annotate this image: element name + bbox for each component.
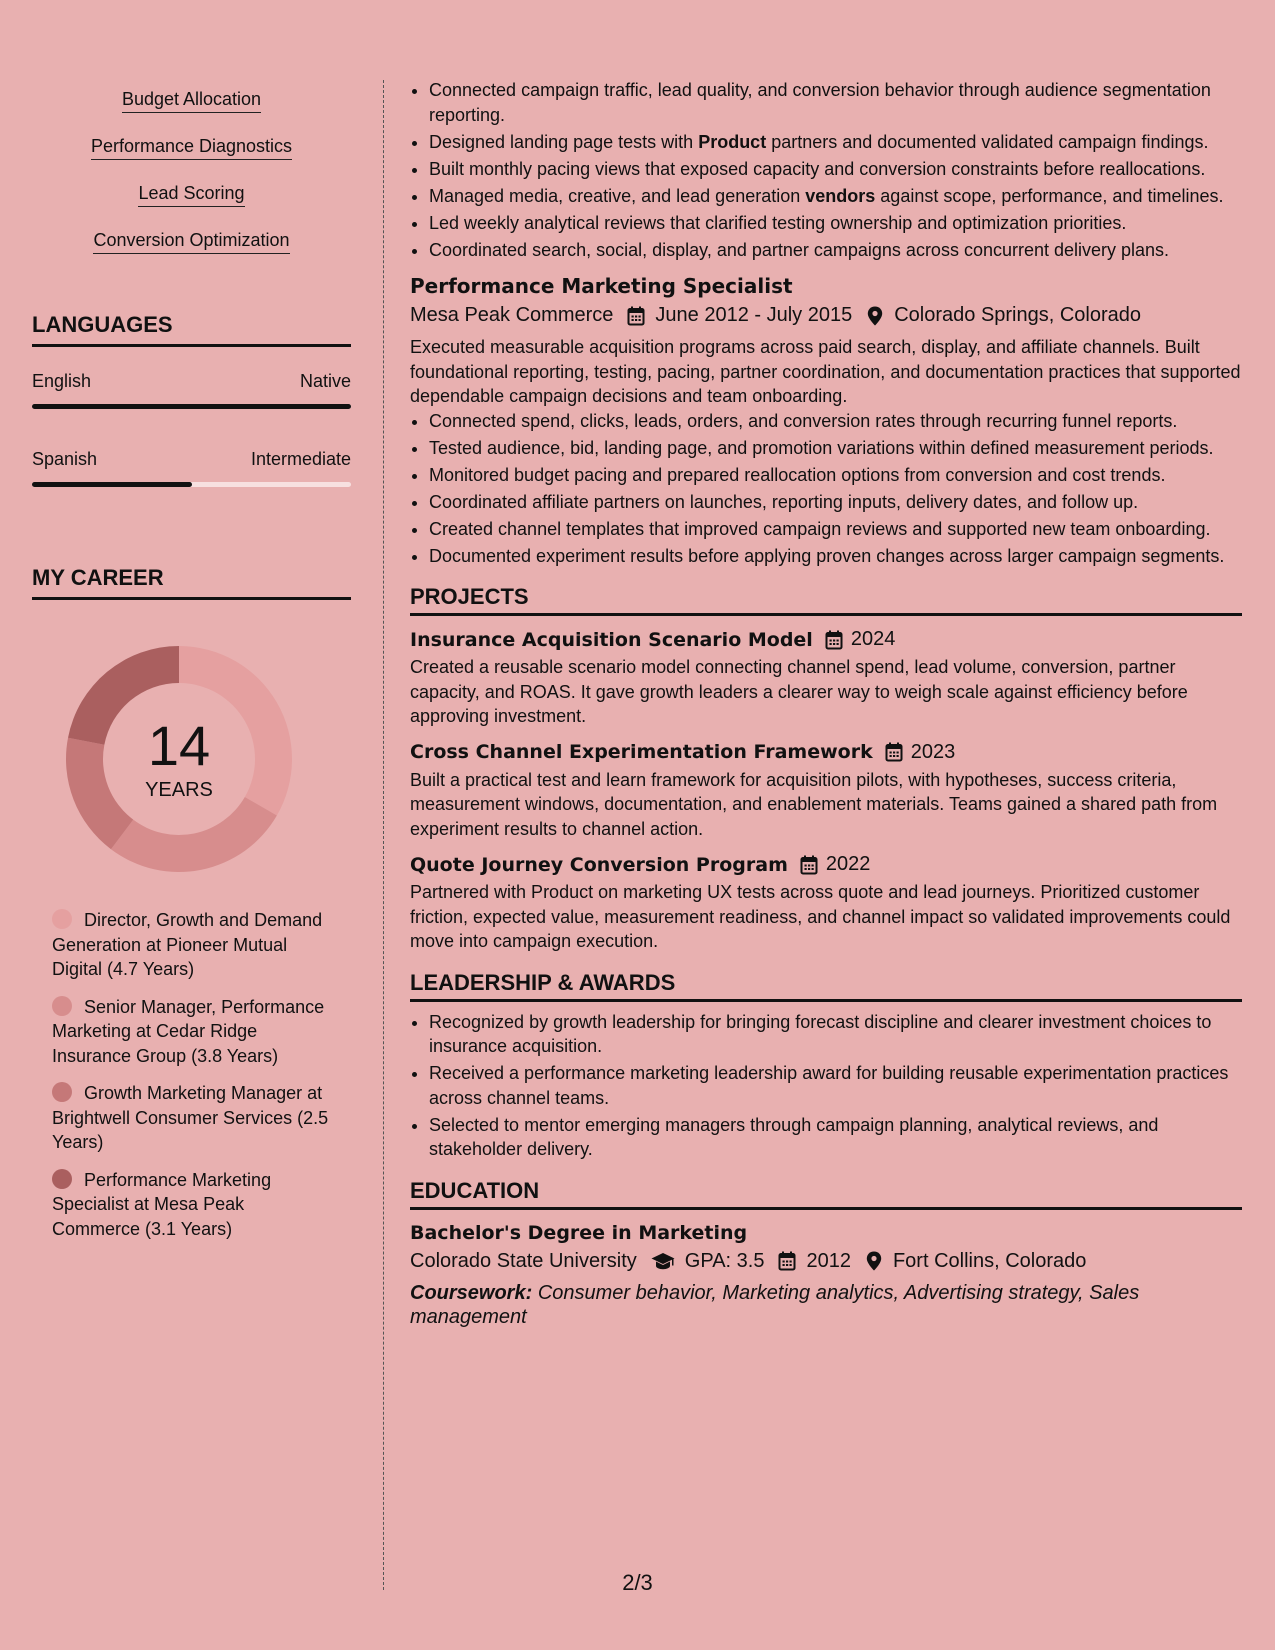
language-level: Intermediate <box>250 449 351 469</box>
leadership-bullet: • Selected to mentor emerging managers through campaign planning, analytical reviews, and stakeholder delivery. <box>429 1113 1242 1162</box>
skill-item: Conversion Optimization <box>93 228 289 254</box>
calendar-icon <box>885 742 903 762</box>
languages-section <box>32 312 351 487</box>
project-item <box>410 741 1242 842</box>
projects-heading: PROJECTS <box>410 584 1242 616</box>
career-section <box>32 565 351 1241</box>
job-dates: June 2012 - July 2015 <box>655 304 853 326</box>
language-bar-fill <box>32 482 192 487</box>
sidebar <box>32 82 351 1254</box>
language-level: Native <box>299 371 351 391</box>
job-summary: Executed measurable acquisition programs across paid search, display, and affiliate channels. Built foundational reporting, testing, pacing, partner coordination, and documentation practices that supported dependable campaign decisions and team onboarding. <box>410 337 1241 406</box>
career-legend-item <box>52 1168 332 1242</box>
leadership-heading: LEADERSHIP & AWARDS <box>410 970 1242 1002</box>
project-description: Built a practical test and learn framework for acquisition pilots, with hypotheses, success criteria, measurement windows, documentation, and enablement materials. Teams gained a shared path from experiment results to channel action. <box>410 769 1218 839</box>
coursework-text: Consumer behavior, Marketing analytics, Advertising strategy, Sales management <box>410 1281 1140 1328</box>
career-heading: MY CAREER <box>32 565 351 600</box>
education-degree: Bachelor's Degree in Marketing <box>410 1221 748 1244</box>
projects-section <box>410 584 1242 954</box>
skill-item: Budget Allocation <box>122 87 261 113</box>
leadership-section <box>410 970 1242 1162</box>
previous-job-bullet: • Led weekly analytical reviews that clarified testing ownership and optimization priorities. <box>429 211 1242 236</box>
leadership-bullet: • Recognized by growth leadership for bringing forecast discipline and clearer investment choices to insurance acquisition. <box>429 1010 1242 1059</box>
language-english <box>32 371 351 409</box>
languages-heading: LANGUAGES <box>32 312 351 347</box>
location-pin-icon <box>865 1251 883 1271</box>
job-bullet: • Documented experiment results before applying proven changes across larger campaign segments. <box>429 544 1242 569</box>
coursework-label: Coursework: <box>410 1281 533 1304</box>
job-bullet: • Coordinated affiliate partners on launches, reporting inputs, delivery dates, and follow up. <box>429 490 1242 515</box>
project-title: Quote Journey Conversion Program <box>410 853 788 876</box>
previous-job-bullet: • Designed landing page tests with Product partners and documented validated campaign findings. <box>429 130 1242 155</box>
education-year: 2012 <box>806 1249 851 1272</box>
education-coursework <box>410 1281 1242 1330</box>
job-location: Colorado Springs, Colorado <box>894 304 1142 326</box>
legend-label: Performance Marketing Specialist at Mesa Peak Commerce (3.1 Years) <box>52 1169 272 1239</box>
calendar-icon <box>800 855 818 875</box>
leadership-bullets <box>410 1010 1242 1162</box>
language-bar-fill <box>32 404 351 409</box>
job-bullets <box>410 409 1242 569</box>
page-number: 2/3 <box>622 1570 653 1595</box>
career-legend-item <box>52 908 332 982</box>
legend-label: Senior Manager, Performance Marketing at Cedar Ridge Insurance Group (3.8 Years) <box>52 996 325 1066</box>
previous-job-bullets <box>410 78 1242 262</box>
project-year: 2022 <box>825 853 871 875</box>
graduation-cap-icon <box>651 1251 675 1271</box>
project-title: Insurance Acquisition Scenario Model <box>410 628 813 651</box>
career-total-years: 14 <box>147 713 211 777</box>
previous-job-bullet: • Coordinated search, social, display, and partner campaigns across concurrent delivery plans. <box>429 238 1242 263</box>
career-legend <box>52 908 351 1241</box>
calendar-icon <box>627 306 645 326</box>
skill-item: Performance Diagnostics <box>91 134 292 160</box>
location-pin-icon <box>866 306 884 326</box>
skills-list <box>32 82 351 270</box>
legend-dot <box>52 996 72 1016</box>
previous-job-bullet: • Built monthly pacing views that exposed capacity and conversion constraints before reallocations. <box>429 157 1242 182</box>
legend-dot <box>52 909 72 929</box>
skill-item: Lead Scoring <box>138 181 244 207</box>
column-divider <box>383 80 384 1590</box>
project-item <box>410 628 1242 729</box>
career-years-label: YEARS <box>145 778 213 801</box>
job-title: Performance Marketing Specialist <box>410 274 793 298</box>
project-description: Created a reusable scenario model connecting channel spend, lead volume, conversion, partner capacity, and ROAS. It gave growth leaders a clearer way to weigh scale against efficiency before approving investment. <box>410 657 1188 726</box>
job-bullet: • Created channel templates that improved campaign reviews and supported new team onboarding. <box>429 517 1242 542</box>
legend-label: Director, Growth and Demand Generation at Pioneer Mutual Digital (4.7 Years) <box>52 910 323 979</box>
education-school: Colorado State University <box>410 1249 637 1272</box>
main-content <box>410 78 1242 1330</box>
education-section <box>410 1178 1242 1330</box>
calendar-icon <box>825 630 843 650</box>
previous-job-bullet: • Connected campaign traffic, lead quality, and conversion behavior through audience segmentation reporting. <box>429 78 1242 127</box>
education-location: Fort Collins, Colorado <box>892 1249 1087 1272</box>
education-meta <box>410 1250 1242 1273</box>
job-bullet: • Monitored budget pacing and prepared reallocation options from conversion and cost trends. <box>429 463 1242 488</box>
job-company: Mesa Peak Commerce <box>410 304 614 326</box>
project-title: Cross Channel Experimentation Framework <box>410 741 873 763</box>
previous-job-bullet: • Managed media, creative, and lead generation vendors against scope, performance, and timelines. <box>429 184 1242 209</box>
project-year: 2023 <box>910 740 956 763</box>
project-item <box>410 853 1242 954</box>
language-bar <box>32 482 351 487</box>
project-description: Partnered with Product on marketing UX tests across quote and lead journeys. Prioritized customer friction, expected value, measurement readiness, and channel impact so validated improvements could move into campaign execution. <box>410 882 1231 951</box>
career-legend-item <box>52 995 332 1069</box>
job-entry <box>410 274 1242 568</box>
job-bullet: • Connected spend, clicks, leads, orders, and conversion rates through recurring funnel reports. <box>429 409 1242 434</box>
legend-label: Growth Marketing Manager at Brightwell Consumer Services (2.5 Years) <box>52 1083 329 1152</box>
language-bar <box>32 404 351 409</box>
calendar-icon <box>778 1251 796 1271</box>
language-name: English <box>32 371 92 391</box>
career-legend-item <box>52 1081 332 1155</box>
legend-dot <box>52 1169 72 1189</box>
project-year: 2024 <box>850 628 896 650</box>
job-bullet: • Tested audience, bid, landing page, and promotion variations within defined measurement periods. <box>429 436 1242 461</box>
legend-dot <box>52 1082 72 1102</box>
education-gpa: GPA: 3.5 <box>684 1249 765 1272</box>
education-heading: EDUCATION <box>410 1178 1242 1210</box>
language-name: Spanish <box>32 449 98 469</box>
language-spanish <box>32 449 351 487</box>
career-donut <box>64 644 294 874</box>
job-meta <box>410 304 1242 327</box>
leadership-bullet: • Received a performance marketing leadership award for building reusable experimentation practices across channel teams. <box>429 1061 1242 1110</box>
